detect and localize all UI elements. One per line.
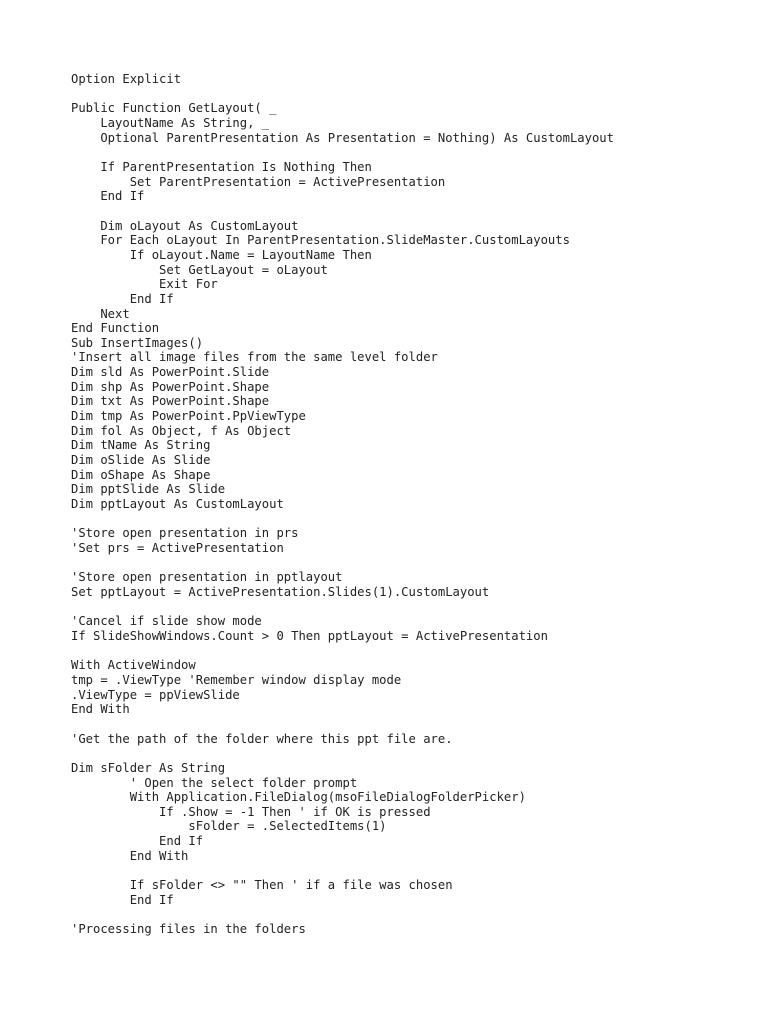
code-line: Dim sld As PowerPoint.Slide [71, 365, 270, 380]
code-line: Dim tmp As PowerPoint.PpViewType [71, 409, 306, 424]
code-line: 'Processing files in the folders [71, 922, 306, 937]
code-line: If .Show = -1 Then ' if OK is pressed [71, 804, 431, 819]
code-line: Dim txt As PowerPoint.Shape [71, 394, 270, 409]
code-line: Dim oLayout As CustomLayout [71, 218, 299, 233]
code-line: Dim fol As Object, f As Object [71, 423, 292, 438]
code-line: 'Get the path of the folder where this ppt file are. [71, 731, 453, 746]
code-line: tmp = .ViewType 'Remember window display mode [71, 672, 402, 687]
code-line: LayoutName As String, _ [71, 115, 270, 130]
code-listing [71, 72, 614, 937]
code-line: With ActiveWindow [71, 658, 196, 673]
code-line: End If [71, 834, 204, 849]
code-line [71, 87, 614, 102]
code-line: Next [71, 306, 130, 321]
code-line: Dim oSlide As Slide [71, 453, 211, 468]
code-line: End With [71, 848, 189, 863]
code-line: Optional ParentPresentation As Presentation = Nothing) As CustomLayout [71, 130, 614, 145]
code-line [71, 600, 614, 615]
code-line: If SlideShowWindows.Count > 0 Then pptLayout = ActivePresentation [71, 628, 548, 643]
code-line: 'Set prs = ActivePresentation [71, 541, 284, 555]
code-line: Sub InsertImages() [71, 335, 204, 350]
code-line: Set pptLayout = ActivePresentation.Slides(1).CustomLayout [71, 584, 490, 599]
code-line: End If [71, 892, 174, 907]
code-line: .ViewType = ppViewSlide [71, 687, 240, 702]
code-line: 'Insert all image files from the same level folder [71, 350, 438, 365]
code-line: Dim pptSlide As Slide [71, 482, 226, 497]
code-line: If oLayout.Name = LayoutName Then [71, 247, 372, 262]
code-line: End With [71, 702, 130, 717]
code-line: Public Function GetLayout( _ [71, 101, 277, 116]
code-line: 'Store open presentation in pptlayout [71, 570, 343, 585]
code-line: Option Explicit [71, 72, 182, 86]
code-line: Dim shp As PowerPoint.Shape [71, 379, 270, 394]
code-line: End If [71, 189, 145, 204]
code-line [71, 145, 614, 160]
code-line [71, 512, 614, 527]
code-line [71, 907, 614, 922]
code-line: Set GetLayout = oLayout [71, 262, 328, 277]
code-line: sFolder = .SelectedItems(1) [71, 819, 387, 834]
code-line [71, 746, 614, 761]
code-line: With Application.FileDialog(msoFileDialogFolderPicker) [71, 790, 526, 805]
code-line: 'Cancel if slide show mode [71, 614, 262, 629]
code-line [71, 644, 614, 659]
code-line: If sFolder <> "" Then ' if a file was chosen [71, 878, 453, 893]
code-line: End If [71, 291, 174, 306]
code-line: Dim pptLayout As CustomLayout [71, 497, 284, 512]
code-line: Set ParentPresentation = ActivePresentation [71, 174, 446, 189]
code-line: Dim sFolder As String [71, 760, 226, 775]
code-line: End Function [71, 321, 160, 336]
code-line [71, 204, 614, 219]
code-line: Dim tName As String [71, 438, 211, 453]
code-line: Exit For [71, 277, 218, 292]
code-line: ' Open the select folder prompt [71, 775, 358, 790]
code-line: If ParentPresentation Is Nothing Then [71, 159, 372, 174]
code-line: 'Store open presentation in prs [71, 526, 299, 541]
code-line [71, 556, 614, 571]
code-line: Dim oShape As Shape [71, 467, 211, 482]
code-line [71, 717, 614, 732]
code-line: For Each oLayout In ParentPresentation.SlideMaster.CustomLayouts [71, 233, 570, 248]
code-line [71, 863, 614, 878]
